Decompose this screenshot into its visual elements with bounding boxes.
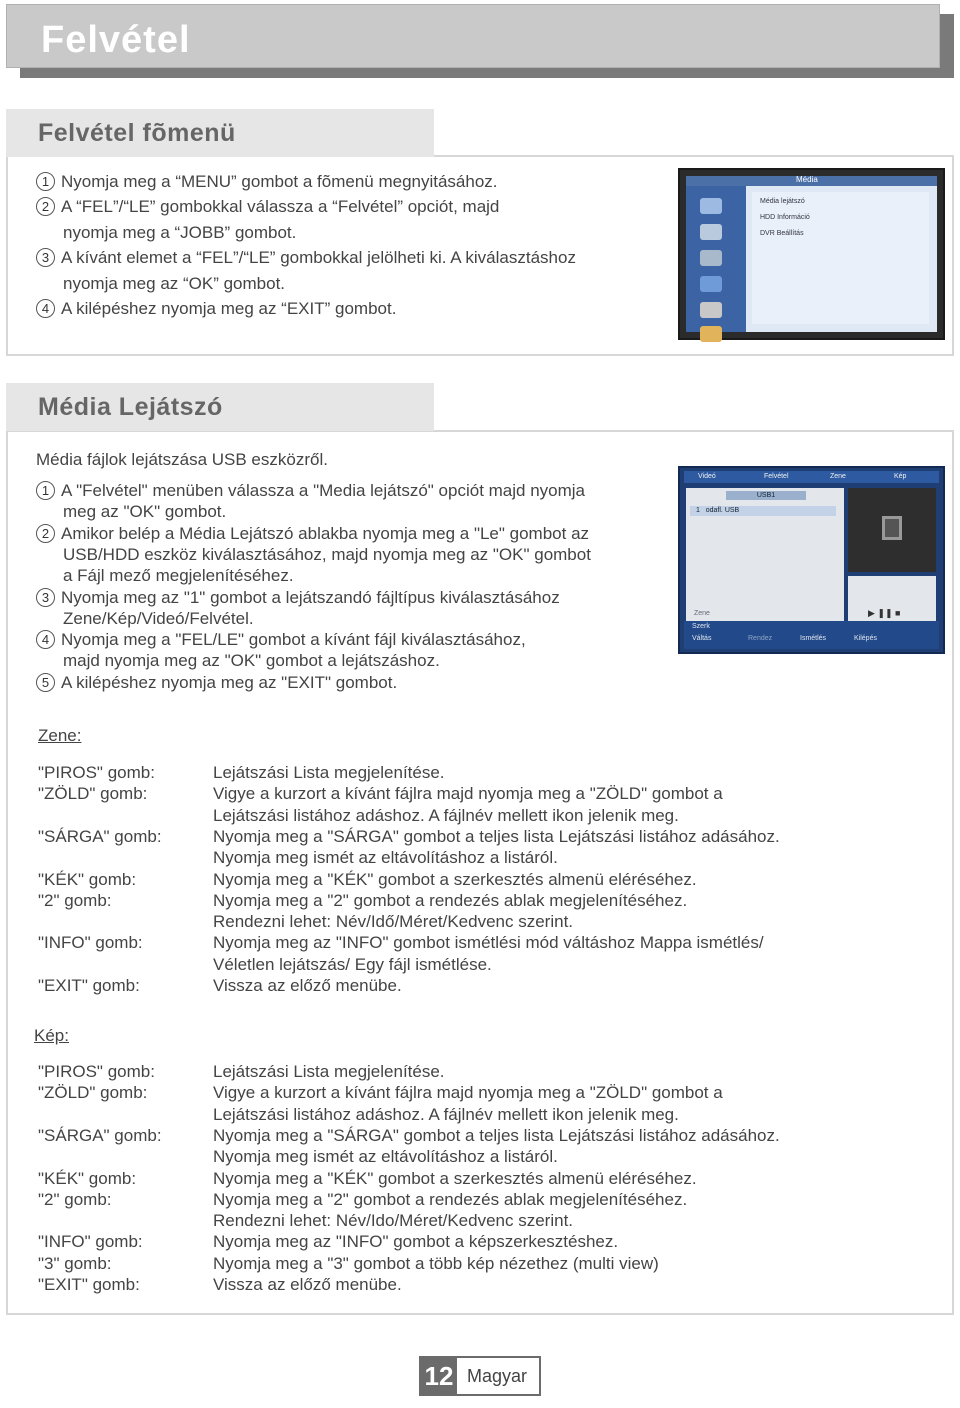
step-number-badge: 3: [36, 248, 55, 267]
key-name: "PIROS" gomb:: [38, 1062, 155, 1081]
page-title: Felvétel: [41, 19, 191, 61]
key-description: Nyomja meg ismét az eltávolításhoz a listáról.: [213, 848, 558, 868]
section-tab-recording-menu: [6, 109, 434, 157]
games-icon: [700, 302, 722, 318]
bottom-hint: Szerk: [692, 623, 710, 630]
key-name: "2" gomb:: [38, 1189, 112, 1209]
screen-bottom-bar: [684, 621, 939, 649]
file-row: [690, 506, 836, 516]
key-description: Lejátszási Lista megjelenítése.: [213, 763, 445, 782]
key-name: "3" gomb:: [38, 1253, 112, 1273]
key-name: "ZÖLD" gomb:: [38, 1083, 148, 1103]
key-description: Lejátszási listához adáshoz. A fájlnév mellett ikon jelenik meg.: [213, 1104, 679, 1124]
step-text: meg az "OK" gombot.: [63, 502, 227, 522]
key-description: Nyomja meg az "INFO" gombot ismétlési mód váltáshoz Mappa ismétlés/: [213, 933, 764, 953]
page-footer: [419, 1356, 541, 1396]
screen-tab: Kép: [894, 473, 907, 480]
step-line: [36, 171, 498, 192]
screen-tab: Videó: [698, 473, 716, 480]
picture-label: Kép:: [34, 1026, 69, 1045]
folder-icon: [700, 276, 722, 292]
step-text: Amikor belép a Média Lejátszó ablakba nyomja meg a "Le" gombot az: [61, 523, 590, 543]
key-description: Nyomja meg a "SÁRGA" gombot a teljes lista Lejátszási listához adásához.: [213, 1125, 780, 1145]
step-line: [36, 650, 440, 671]
key-description: Nyomja meg ismét az eltávolításhoz a listáról.: [213, 1147, 558, 1167]
key-description: Véletlen lejátszás/ Egy fájl ismétlése.: [213, 954, 492, 974]
step-line: [36, 565, 294, 586]
screen-menu-panel: [752, 192, 929, 324]
key-description: Rendezni lehet: Név/Ido/Méret/Kedvenc szerint.: [213, 1211, 574, 1231]
section-tab-media-player: [6, 383, 434, 431]
bottom-hint: Ismétlés: [800, 635, 827, 642]
step-text: Nyomja meg a “MENU” gombot a fõmenü megnyitásához.: [61, 172, 498, 191]
step-number-badge: 1: [36, 172, 55, 191]
bottom-hint: Kilépés: [854, 635, 877, 642]
step-text: A kilépéshez nyomja meg az "EXIT" gombot.: [61, 672, 398, 692]
step-text: a Fájl mező megjelenítéséhez.: [63, 566, 294, 586]
step-text: Nyomja meg a "FEL/LE" gombot a kívánt fájl kiválasztásához,: [61, 630, 526, 650]
key-description: Lejátszási listához adáshoz. A fájlnév mellett ikon jelenik meg.: [213, 805, 679, 825]
screen-tabs: [684, 471, 939, 483]
step-line: [36, 672, 397, 693]
record-icon: [700, 326, 722, 342]
media-player-screenshot: [678, 466, 945, 654]
mode-label: Zene: [694, 610, 710, 617]
bottom-hint: Rendez: [748, 635, 773, 642]
key-description: Nyomja meg a "KÉK" gombot a szerkesztés almenü eléréséhez.: [213, 1168, 697, 1188]
file-list: [686, 488, 844, 622]
key-name: "SÁRGA" gomb:: [38, 826, 162, 846]
key-description: Vissza az előző menübe.: [213, 976, 402, 995]
key-name: "EXIT" gomb:: [38, 1275, 140, 1294]
page-number: 12: [421, 1358, 457, 1394]
step-text: A kilépéshez nyomja meg az “EXIT” gombot.: [61, 299, 397, 318]
music-label: Zene:: [38, 726, 82, 745]
screen-menu-item: HDD Információ: [760, 214, 810, 221]
step-line: [36, 273, 285, 294]
file-row-name: odafl. USB: [705, 507, 740, 514]
key-name: "INFO" gomb:: [38, 1232, 143, 1252]
key-description: Nyomja meg az "INFO" gombot a képszerkesztéshez.: [213, 1232, 619, 1252]
file-row-number: 1: [696, 507, 700, 514]
screen-tab: Felvétel: [764, 473, 789, 480]
key-description: Vigye a kurzort a kívánt fájlra majd nyomja meg a "ZÖLD" gombot a: [213, 784, 723, 804]
tools-icon: [700, 224, 722, 240]
step-text: Nyomja meg az "1" gombot a lejátszandó fájltípus kiválasztásához: [61, 587, 560, 607]
tv-icon: [700, 198, 722, 214]
step-text: majd nyomja meg az "OK" gombot a lejátszáshoz.: [63, 651, 440, 671]
step-number-badge: 2: [36, 197, 55, 216]
key-description: Vigye a kurzort a kívánt fájlra majd nyomja meg a "ZÖLD" gombot a: [213, 1083, 723, 1103]
page-language: Magyar: [467, 1366, 528, 1386]
step-text: A kívánt elemet a “FEL”/“LE” gombokkal jelölheti ki. A kiválasztáshoz: [61, 248, 576, 268]
step-line: [36, 501, 226, 522]
step-line: [36, 222, 296, 243]
step-line: [36, 629, 526, 650]
step-text: Zene/Kép/Videó/Felvétel.: [63, 608, 254, 628]
device-selector: USB1: [726, 491, 806, 500]
step-text: nyomja meg az “OK” gombot.: [63, 273, 286, 293]
step-number-badge: 2: [36, 524, 55, 543]
key-name: "INFO" gomb:: [38, 933, 143, 953]
film-icon: [882, 516, 902, 540]
playback-panel: [848, 576, 936, 622]
step-line: [36, 523, 589, 544]
preview-panel: [848, 488, 936, 572]
step-number-badge: 5: [36, 673, 55, 692]
key-name: "EXIT" gomb:: [38, 976, 140, 995]
section-title: Felvétel fõmenü: [38, 119, 236, 147]
step-line: [36, 298, 396, 319]
key-name: "KÉK" gomb:: [38, 869, 137, 889]
key-description: Nyomja meg a "2" gombot a rendezés ablak megjelenítéséhez.: [213, 890, 688, 910]
step-text: A “FEL”/“LE” gombokkal válassza a “Felvétel” opciót, majd: [61, 197, 500, 217]
screen-title: Média: [796, 175, 818, 184]
key-description: Nyomja meg a "SÁRGA" gombot a teljes lista Lejátszási listához adásához.: [213, 826, 780, 846]
header-bar: [6, 4, 940, 68]
key-description: Nyomja meg a "KÉK" gombot a szerkesztés almenü eléréséhez.: [213, 869, 697, 889]
section-intro: Média fájlok lejátszása USB eszközről.: [36, 450, 328, 469]
key-description: Rendezni lehet: Név/Idő/Méret/Kedvenc szerint.: [213, 912, 574, 932]
bottom-hint: Váltás: [692, 635, 712, 642]
step-text: USB/HDD eszköz kiválasztásához, majd nyomja meg az "OK" gombot: [63, 544, 591, 564]
key-description: Lejátszási Lista megjelenítése.: [213, 1062, 445, 1081]
step-line: [36, 247, 576, 268]
screen-menu-item: Média lejátszó: [760, 198, 805, 205]
step-line: [36, 480, 585, 501]
key-name: "SÁRGA" gomb:: [38, 1125, 162, 1145]
step-text: nyomja meg a “JOBB” gombot.: [63, 222, 297, 242]
section-title: Média Lejátszó: [38, 393, 223, 421]
menu-screenshot: [678, 168, 945, 340]
step-number-badge: 4: [36, 630, 55, 649]
screen-sidebar: [686, 186, 746, 332]
key-name: "KÉK" gomb:: [38, 1168, 137, 1188]
step-number-badge: 4: [36, 299, 55, 318]
playback-controls-icon: ▶ ❚❚ ■: [868, 608, 901, 618]
step-line: [36, 196, 499, 217]
screen-tab: Zene: [830, 473, 846, 480]
step-line: [36, 587, 560, 608]
key-name: "ZÖLD" gomb:: [38, 784, 148, 804]
step-line: [36, 608, 254, 629]
step-number-badge: 3: [36, 588, 55, 607]
key-name: "2" gomb:: [38, 890, 112, 910]
key-description: Vissza az előző menübe.: [213, 1275, 402, 1294]
key-description: Nyomja meg a "3" gombot a több kép nézethez (multi view): [213, 1253, 659, 1273]
step-number-badge: 1: [36, 481, 55, 500]
key-description: Nyomja meg a "2" gombot a rendezés ablak megjelenítéséhez.: [213, 1189, 688, 1209]
step-line: [36, 544, 591, 565]
satellite-icon: [700, 250, 722, 266]
step-text: A "Felvétel" menüben válassza a "Media lejátszó" opciót majd nyomja: [61, 481, 586, 500]
key-name: "PIROS" gomb:: [38, 763, 155, 782]
screen-menu-item: DVR Beállítás: [760, 230, 804, 237]
